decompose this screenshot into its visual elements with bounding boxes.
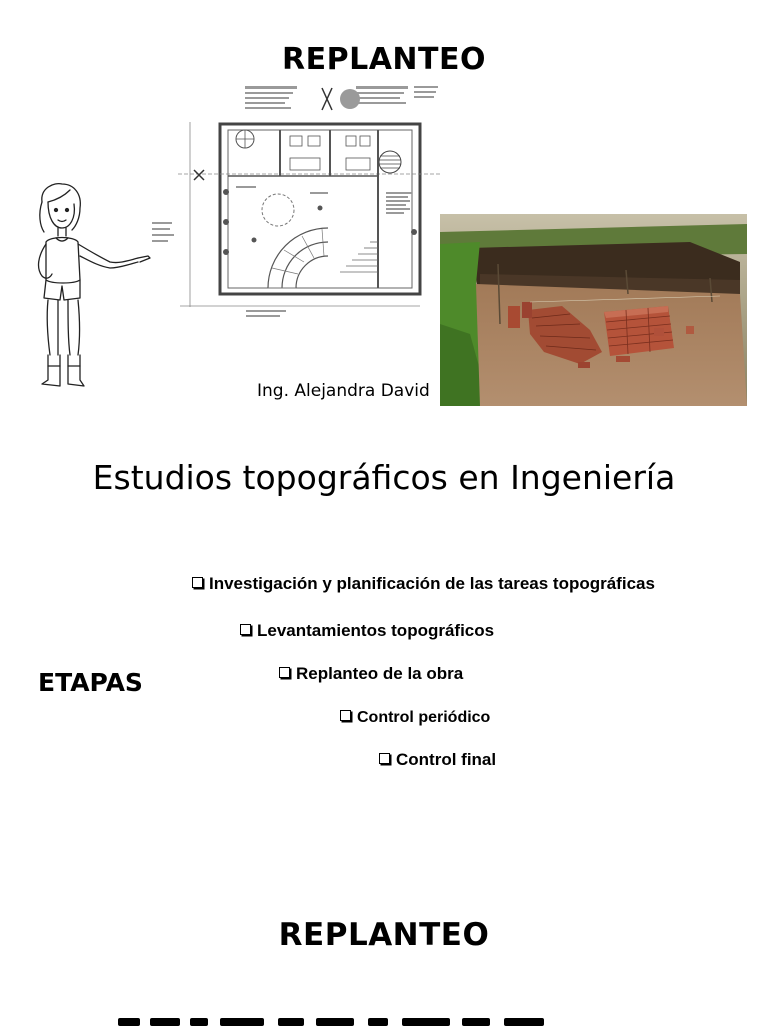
excavation-site-photo (440, 214, 747, 406)
floor-plan-image (150, 82, 442, 322)
checkbox-bullet-icon (379, 753, 390, 764)
author-name: Ing. Alejandra David (257, 381, 430, 401)
checkbox-bullet-icon (279, 667, 290, 678)
stage-item-label: Control final (396, 750, 497, 769)
stages-label: ETAPAS (38, 668, 143, 697)
checkbox-bullet-icon (192, 577, 203, 588)
stage-item-label: Levantamientos topográficos (257, 621, 495, 640)
stage-item-label: Control periódico (357, 709, 491, 726)
slide1-title: REPLANTEO (282, 42, 486, 77)
stage-item (340, 709, 490, 727)
stage-item (240, 621, 494, 641)
slide3-title: REPLANTEO (278, 917, 490, 953)
stage-item-label: Replanteo de la obra (296, 664, 464, 683)
checkbox-bullet-icon (340, 710, 351, 721)
cartoon-woman-pointing (30, 180, 155, 395)
stage-item (279, 664, 463, 684)
stage-item (379, 750, 496, 770)
stage-item (192, 574, 655, 594)
slide2-heading: Estudios topográficos en Ingeniería (92, 458, 676, 497)
stage-item-label: Investigación y planificación de las tareas topográficas (209, 574, 655, 593)
checkbox-bullet-icon (240, 624, 251, 635)
